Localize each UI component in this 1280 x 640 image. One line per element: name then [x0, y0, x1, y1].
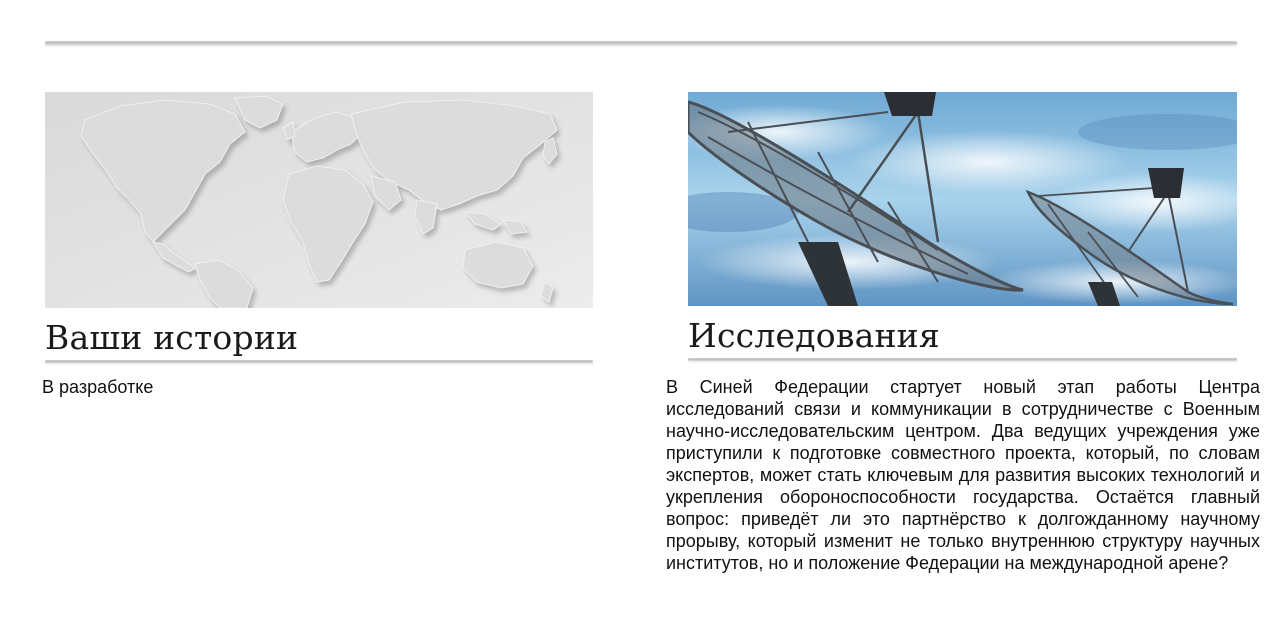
stories-title-divider [45, 360, 593, 363]
stories-card[interactable] [45, 92, 593, 363]
research-title-divider [688, 358, 1237, 361]
research-body-text: В Синей Федерации стартует новый этап работы Центра исследований связи и коммуникации в сотрудничестве с Военным научно-исследовательским центром. Два ведущих учреждения уже приступили к подготовке совместного проекта, который, по словам экспертов, может стать ключевым для развития высоких технологий и укрепления обороноспособности государства. Остаётся главный вопрос: приведёт ли это партнёрство к долгожданному научному прорыву, который изменит не только внутреннюю структуру научных институтов, но и положение Федерации на международной арене? [666, 377, 1260, 573]
research-card[interactable] [688, 92, 1237, 361]
world-map-icon[interactable] [45, 92, 593, 308]
stories-status-text: В разработке [42, 377, 154, 397]
top-divider [45, 41, 1237, 45]
research-title[interactable]: Исследования [688, 316, 940, 355]
satellite-dish-icon[interactable] [688, 92, 1237, 306]
stories-title[interactable]: Ваши истории [45, 318, 299, 357]
